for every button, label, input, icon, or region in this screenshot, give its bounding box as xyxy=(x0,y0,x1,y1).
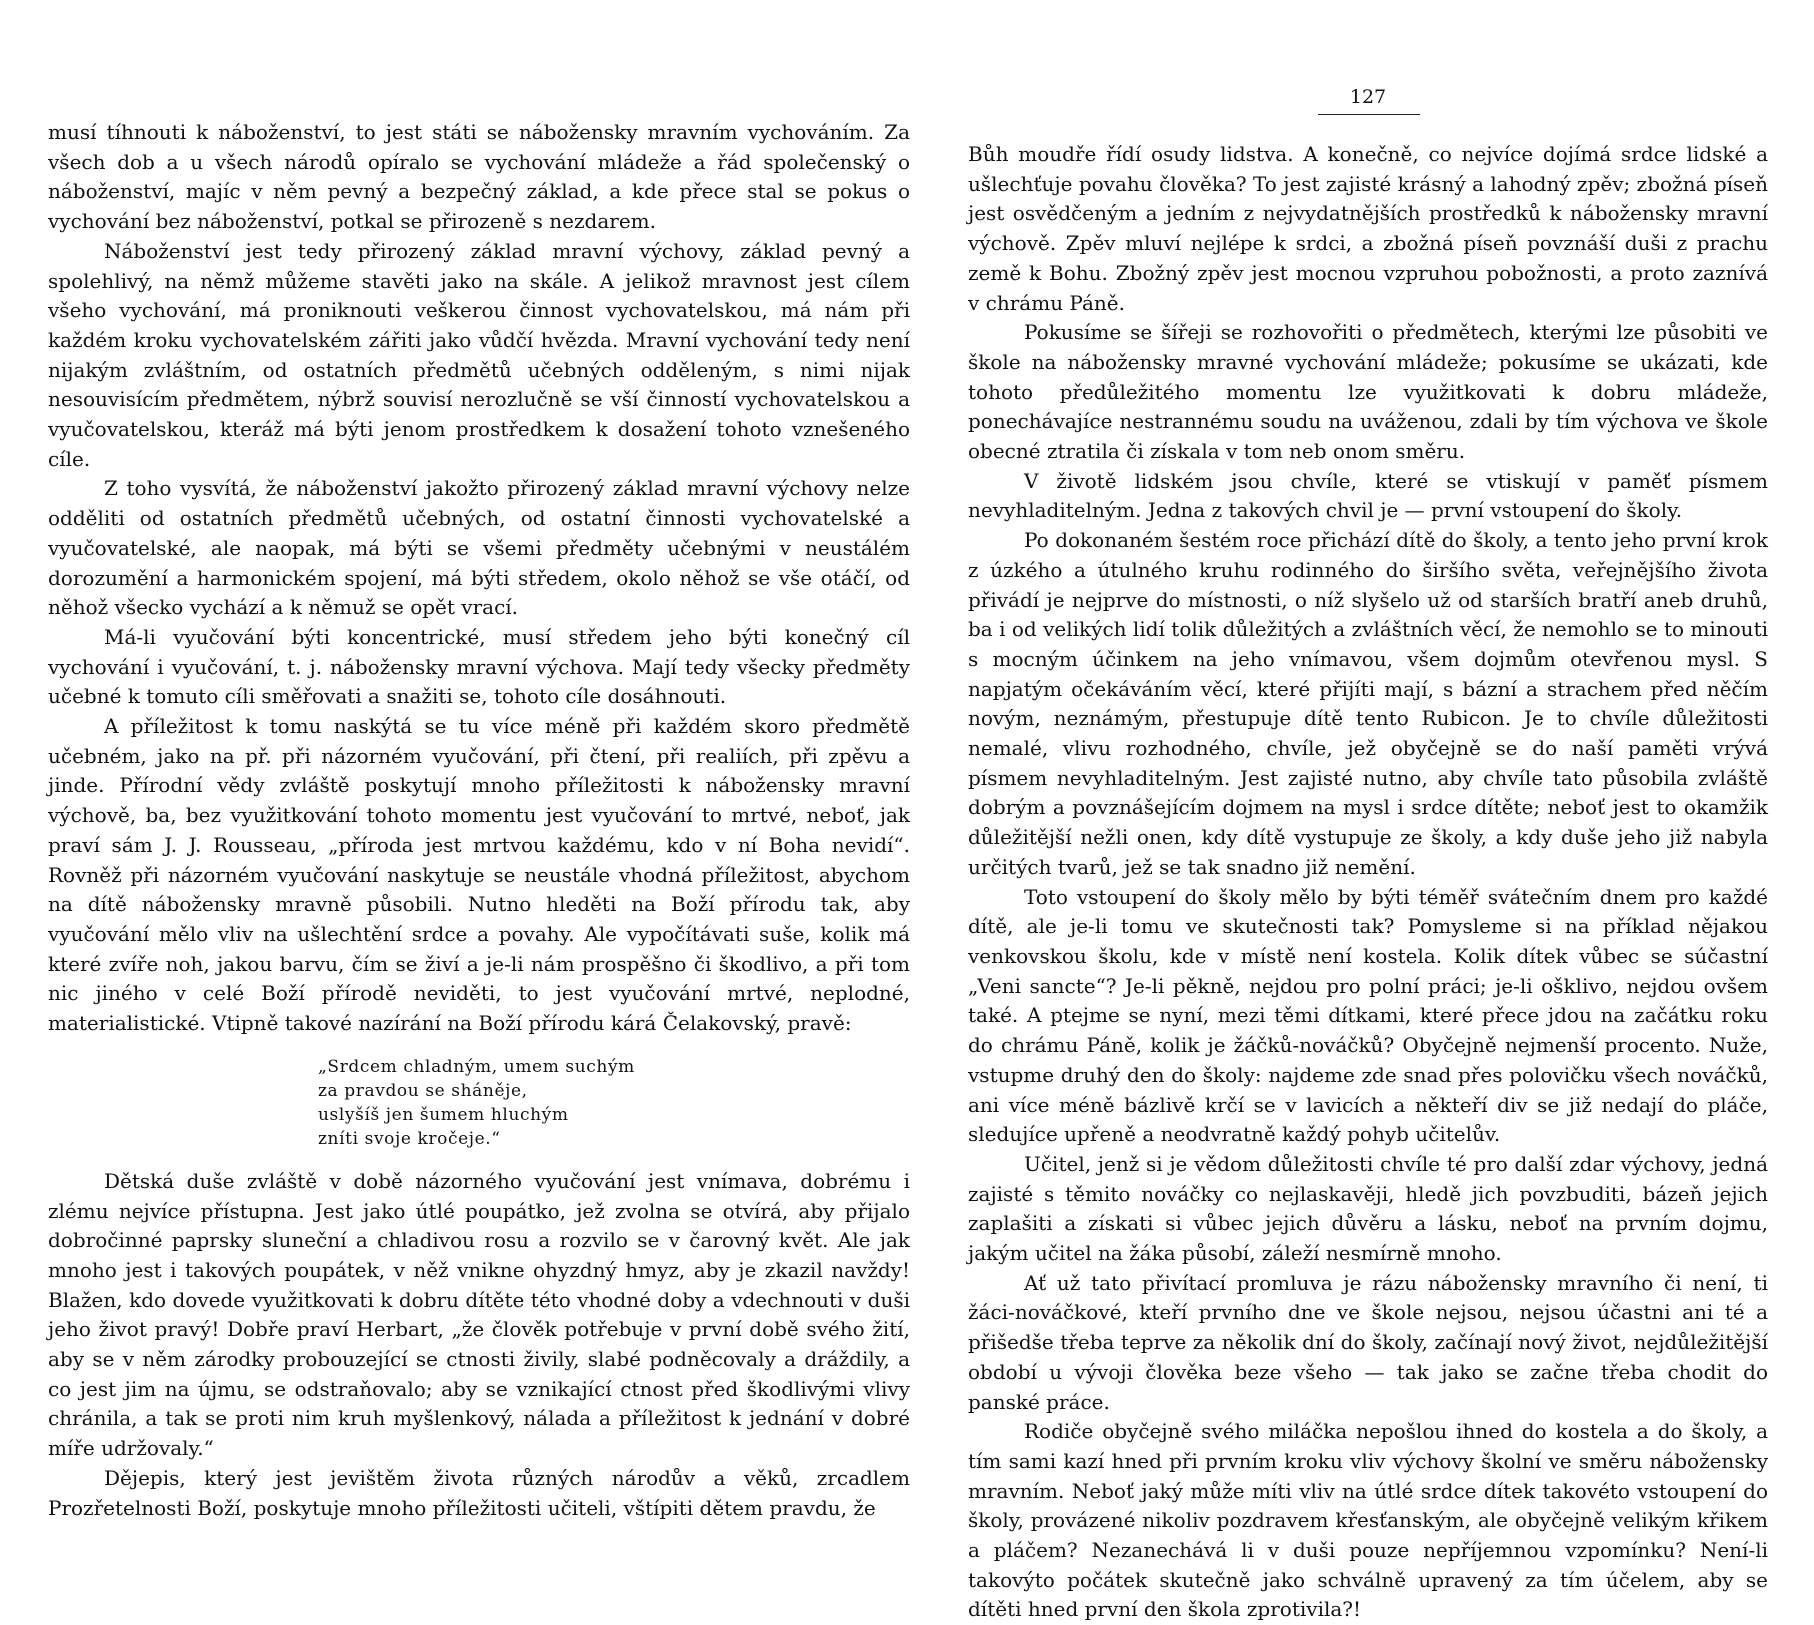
paragraph: Ať už tato přivítací promluva je rázu nábožensky mravního či není, ti žáci-nováčkové, kteří prvního dne ve škole nejsou, nejsou účastni ani té a přišedše třeba teprve za několik dní do školy, začínají nový život, nejdůležitější období u vývoji člověka beze všeho — tak jako se začne třeba chodit do panské práce. xyxy=(968,1270,1768,1414)
right-page-text xyxy=(968,140,1768,1625)
left-page xyxy=(48,0,910,1520)
paragraph: Z toho vysvítá, že náboženství jakožto přirozený základ mravní výchovy nelze odděliti od ostatních předmětů učebných, od ostatní činnosti vychovatelské a vyučovatelské, ale naopak, má býti se všemi předměty učebnými v neustálém dorozumění a harmonickém spojení, má býti středem, okolo něhož se vše otáčí, od něhož všecko vychází a k němuž se opět vrací. xyxy=(48,476,910,620)
paragraph: Náboženství jest tedy přirozený základ mravní výchovy, základ pevný a spolehlivý, na němž můžeme stavěti jako na skále. A jelikož mravnost jest cílem všeho vychování, má proniknouti veškerou činnost vychovatelskou, má nám při každém kroku vychovatelském zářiti jako vůdčí hvězda. Mravní vychování tedy není nijakým zvláštním, od ostatních předmětů učebných odděleným, s nimi nijak nesouvisícím předmětem, nýbrž souvisí nerozlučně se vší činností vychovatelskou a vyučovatelskou, kteráž má býti jenom prostředkem k dosažení tohoto vznešeného cíle. xyxy=(48,238,910,471)
page-number: 127 xyxy=(1349,86,1387,108)
paragraph: Dětská duše zvláště v době názorného vyučování jest vnímava, dobrému i zlému nejvíce přístupna. Jest jako útlé poupátko, jež zvolna se otvírá, aby přijalo dobročinné paprsky sluneční a chladivou rosu a rozvilo se v čarovný květ. Ale jak mnoho jest i takových poupátek, v něž vnikne ohyzdný hmyz, aby je zkazil navždy! Blažen, kdo dovede využitkovati k dobru dítěte této vhodné doby a vdechnouti v duši jeho život pravý! Dobře praví Herbart, „že člověk potřebuje v první době svého žití, aby se v něm zárodky probouzející se ctnosti živily, slabé podněcovaly a dráždily, a co jest jim na újmu, se odstraňovalo; aby se vznikající ctnost před škodlivými vlivy chránila, a tak se proti nim kruh myšlenkový, nálada a příležitost k jednání v dobré míře udržovaly.“ xyxy=(48,1168,910,1461)
poem-line: za pravdou se sháněje, xyxy=(318,1080,528,1101)
paragraph: Bůh moudře řídí osudy lidstva. A konečně, co nejvíce dojímá srdce lidské a ušlechťuje povahu člověka? To jest zajisté krásný a lahodný zpěv; zbožná píseň jest osvědčeným a jedním z nejvydatnějších prostředků k nábožensky mravní výchově. Zpěv mluví nejlépe k srdci, a zbožná píseň povznáší duši z prachu země k Bohu. Zbožný zpěv jest mocnou vzpruhou pobožnosti, a proto zaznívá v chrámu Páně. xyxy=(968,142,1768,315)
paragraph: V životě lidském jsou chvíle, které se vtiskují v paměť písmem nevyhladitelným. Jedna z takových chvil je — první vstoupení do školy. xyxy=(968,468,1768,523)
paragraph: Toto vstoupení do školy mělo by býti téměř svátečním dnem pro každé dítě, ale je-li tomu ve skutečnosti tak? Pomysleme si na příklad nějakou venkovskou školu, kde v místě není kostela. Kolik dítek vůbec se súčastní „Veni sancte“? Je-li pěkně, nejdou pro polní práci; je-li ošklivo, nejdou ovšem také. A ptejme se nyní, mezi těmi dítkami, které přece jdou na začátku roku do chrámu Páně, kolik je žáčků-nováčků? Obyčejně nejmenší procento. Nuže, vstupme druhý den do školy: najdeme zde snad přes polovičku všech nováčků, ani více méně bázlivě krčí se v lavicích a někteří div se již nedají do pláče, sledujíce upřeně a neodvratně každý pohyb učitelův. xyxy=(968,884,1768,1147)
paragraph: Po dokonaném šestém roce přichází dítě do školy, a tento jeho první krok z úzkého a útulného kruhu rodinného do širšího světa, veřejnějšího života přivádí je nejprve do místnosti, o níž slyšelo už od starších bratří aneb druhů, ba i od velikých lidí tolik důležitých a zvláštních věcí, že nemohlo se to minouti s mocným účinkem na jeho vnímavou, všem dojmům otevřenou mysl. S napjatým očekáváním věcí, které přijíti mají, s bázní a strachem před něčím novým, neznámým, přestupuje dítě tento Rubicon. Je to chvíle důležitosti nemalé, vlivu rozhodného, chvíle, jež obyčejně se do naší paměti vrývá písmem nevyhladitelným. Jest zajisté nutno, aby chvíle tato působila zvláště dobrým a povznášejícím dojmem na mysl i srdce dítěte; neboť jest to okamžik důležitější nežli onen, kdy dítě vystupuje ze školy, a kdy duše jeho již nabyla určitých tvarů, jež se tak snadno již nemění. xyxy=(968,528,1768,879)
page-number-rule xyxy=(1318,114,1420,115)
paragraph: musí tíhnouti k náboženství, to jest státi se nábožensky mravním vychováním. Za všech dob a u všech národů opíralo se vychování mládeže a řád společenský o náboženství, majíc v něm pevný a bezpečný základ, a kde přece stal se pokus o vychování bez náboženství, potkal se přirozeně s nezdarem. xyxy=(48,120,910,234)
paragraph: Pokusíme se šířeji se rozhovořiti o předmětech, kterými lze působiti ve škole na nábožensky mravné vychování mládeže; pokusíme se ukázati, kde tohoto předůležitého momentu lze využitkovati k dobru mládeže, ponechávajíce nestrannému soudu na uváženou, zdali by tím výchova ve škole obecné ztratila či získala v tom neb onom směru. xyxy=(968,320,1768,464)
poem-quote xyxy=(318,1055,910,1151)
poem-line: „Srdcem chladným, umem suchým xyxy=(318,1056,635,1077)
paragraph: A příležitost k tomu naskýtá se tu více méně při každém skoro předmětě učebném, jako na př. při názorném vyučování, při čtení, při realiích, při zpěvu a jinde. Přírodní vědy zvláště poskytují mnoho příležitosti k nábožensky mravní výchově, ba, bez využitkování tohoto momentu jest vyučování to mrtvé, neboť, jak praví sám J. J. Rousseau, „příroda jest mrtvou každému, kdo v ní Boha nevidí“. Rovněž při názorném vyučování naskytuje se neustále vhodná příležitost, abychom na dítě nábožensky mravně působili. Nutno hleděti na Boží přírodu tak, aby vyučování mělo vliv na ušlechtění srdce a povahy. Ale vypočítávati suše, kolik má které zvíře noh, jakou barvu, čím se živí a je-li nám prospěšno či škodlivo, a při tom nic jiného v celé Boží přírodě neviděti, to jest vyučování mrtvé, neplodné, materialistické. Vtipně takové nazírání na Boží přírodu kárá Čelakovský, pravě: xyxy=(48,714,910,1036)
right-page xyxy=(968,0,1768,1622)
poem-line: zníti svoje kročeje.“ xyxy=(318,1128,501,1149)
left-page-text xyxy=(48,118,910,1523)
poem-line: uslyšíš jen šumem hluchým xyxy=(318,1104,569,1125)
paragraph: Rodiče obyčejně svého miláčka nepošlou ihned do kostela a do školy, a tím sami kazí hned při prvním kroku vliv výchovy školní ve směru nábožensky mravním. Neboť jaký může míti vliv na útlé srdce dítek takovéto vstoupení do školy, provázené nikoliv pozdravem křesťanským, ale obyčejně velikým křikem a pláčem? Nezanechává li v duši pouze nepříjemnou vzpomínku? Není-li takovýto počátek skutečně jako schválně upravený za tím účelem, aby se dítěti hned první den škola zprotivila?! xyxy=(968,1419,1768,1622)
paragraph: Dějepis, který jest jevištěm života různých národův a věků, zrcadlem Prozřetelnosti Boží, poskytuje mnoho příležitosti učiteli, vštípiti dětem pravdu, že xyxy=(48,1465,910,1520)
paragraph: Učitel, jenž si je vědom důležitosti chvíle té pro další zdar výchovy, jedná zajisté s těmito nováčky co nejlaskavěji, hledě jich povzbuditi, bázeň jejich zaplašiti a získati si vůbec jejich důvěru a lásku, neboť na prvním dojmu, jakým učitel na žáka působí, záleží nesmírně mnoho. xyxy=(968,1151,1768,1266)
paragraph: Má-li vyučování býti koncentrické, musí středem jeho býti konečný cíl vychování i vyučování, t. j. nábožensky mravní výchova. Mají tedy všecky předměty učebné k tomuto cíli směřovati a snažiti se, tohoto cíle dosáhnouti. xyxy=(48,624,910,709)
